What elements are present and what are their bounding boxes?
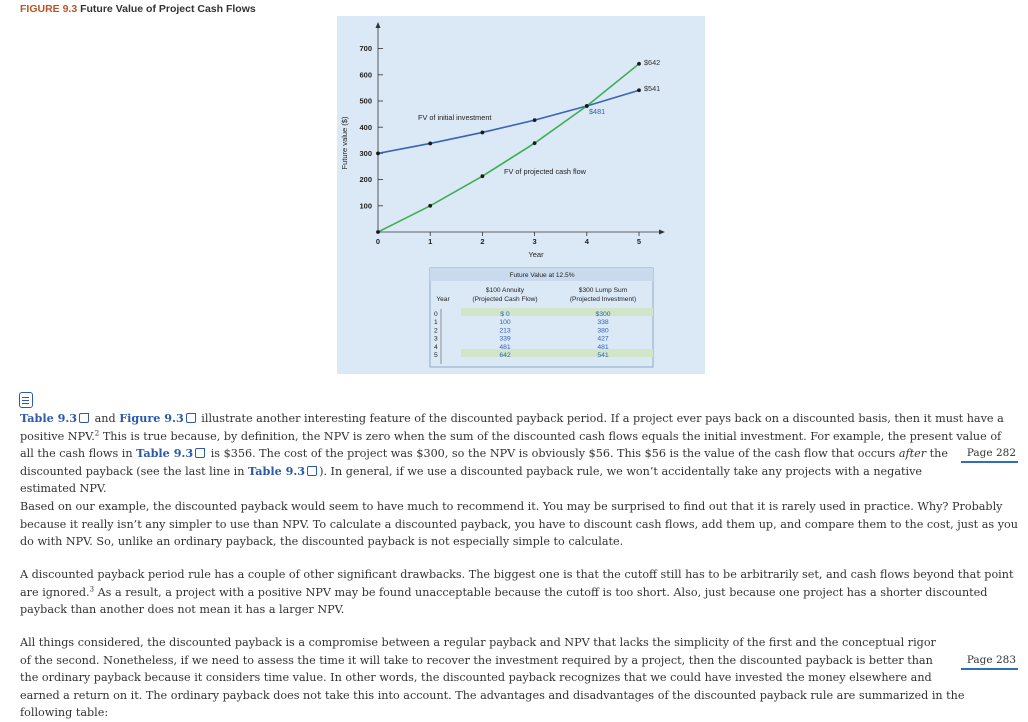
paragraph-3 [20,566,1018,619]
table-col-annuity-sub: (Projected Cash Flow) [472,296,538,303]
data-point [428,204,432,208]
table-9-3-link[interactable]: Table 9.3 [136,446,194,460]
paragraph-1 [20,410,1018,498]
chart-labels [340,58,660,259]
table-col-year: Year [436,296,450,303]
text-run: A discounted payback period rule has a couple of other significant drawbacks. The biggest one is that the cutoff still has to be arbitrarily set, and cash flows beyond that point are ignored. [20,568,1014,599]
table-col-annuity-head: $100 Annuity [485,287,525,294]
x-tick-label: 4 [584,237,589,246]
document-icon[interactable] [19,392,33,408]
table-cell-year: 3 [434,335,438,343]
table-col-lump-sub: (Projected Investment) [569,296,637,303]
footnote-2[interactable]: 2 [94,428,100,437]
data-point [481,131,485,135]
text-emphasis: after [898,447,927,460]
chart-axes [359,22,665,246]
table-title: Future Value at 12.5% [509,272,575,279]
crossover-value-label: $481 [589,107,606,116]
y-tick-label: 700 [359,44,372,54]
text-run: ). In general, if we use a discounted payback rule, we won’t accidentally take any projects with a negative estimated NPV. [20,464,923,495]
paragraph-2: Based on our example, the discounted payback would seem to have much to recommend it. You may be surprised to find out that it is rarely used in practice. Why? Probably because it really isn’t any simpler to use than NPV. To calculate a discounted payback, you have to discount cash flows, add them up, and compare them to the cost, just as you do with NPV. So, unlike an ordinary payback, the discounted payback is not especially simple to calculate. [20,500,1018,548]
text-run: and [91,412,120,425]
table-cell-year: 4 [434,343,438,351]
table-cell-lump: 380 [597,327,609,335]
table-cell-year: 2 [434,327,438,335]
external-link-icon[interactable] [79,413,89,423]
text-run: As a result, a project with a positive NPV may be found unacceptable because the cutoff is too short. Also, just because one project has a shorter discounted payback than another does not mean it has a larger NPV. [20,585,988,616]
y-axis-arrow [376,22,381,28]
data-point [428,142,432,146]
text-run: illustrate another interesting feature of the discounted payback period. If a project ever pays back on a discounted basis, then it must have a positive NPV. [20,412,1004,443]
fv-chart [337,16,705,374]
footnote-3[interactable]: 3 [89,584,95,593]
table-cell-lump: 481 [597,343,609,351]
x-tick-label: 5 [636,237,642,246]
table-cell-annuity: 100 [499,319,511,327]
x-axis-arrow [659,230,665,235]
table-cell-year: 1 [434,319,438,327]
text-run: is $356. The cost of the project was $300, so the NPV is obviously $56. This $56 is the value of the cash flow that occurs [207,447,899,460]
table-cell-lump: $300 [595,311,611,318]
y-tick-label: 300 [359,149,372,158]
table-cell-year: 5 [434,352,438,359]
x-axis-label: Year [528,250,544,259]
table-cell-annuity: 339 [499,335,511,343]
figure-caption: Future Value of Project Cash Flows [80,3,256,15]
end-value-investment-label: $541 [644,84,661,93]
text-run: This is true because, by definition, the NPV is zero when the sum of the discounted cash flows equals the initial investment. For example, the present value of all the cash flows in [20,429,1002,460]
y-tick-label: 100 [359,201,372,211]
y-tick-label: 600 [359,70,372,80]
text-run: All things considered, the discounted payback is a compromise between a regular payback and NPV that lacks the simplicity of the first and the conceptual rigor of the second. Nonetheless, if we need to assess the time it will take to recover the investment required by a project, then the discounted payback is better than the ordinary payback because it considers time value. In other words, the discounted payback recognizes that we could have invested the money elsewhere and earned a return on it. The ordinary payback does not take this into account. The advantages and disadvantages of the discounted payback rule are summarized in the following table: [20,636,965,719]
x-tick-label: 3 [532,237,537,246]
fv-investment-label: FV of initial investment [418,113,492,122]
table-band [461,349,653,357]
data-point [481,174,485,178]
table-cell-lump: 541 [597,352,609,359]
external-link-icon[interactable] [307,466,317,476]
table-cell-annuity: 642 [499,352,511,359]
x-tick-label: 1 [428,237,433,246]
y-tick-label: 500 [359,96,372,106]
figure-panel [337,16,705,374]
data-point [533,118,537,122]
table-cell-annuity: 481 [499,343,511,351]
end-value-cashflow-label: $642 [644,58,661,67]
external-link-icon[interactable] [186,413,196,423]
data-point [637,62,641,66]
page-marker-283: Page 283 [961,654,1018,670]
table-cell-lump: 338 [597,319,609,327]
data-point [376,152,380,156]
table-9-3-link[interactable]: Table 9.3 [248,463,306,478]
figure-label: FIGURE 9.3 [20,3,78,15]
data-point [376,230,380,234]
page-marker-282: Page 282 [961,447,1018,463]
fv-cashflow-label: FV of projected cash flow [504,167,586,176]
series-line-2 [378,64,639,232]
table-9-3-link[interactable]: Table 9.3 [20,411,78,425]
figure-9-3-link[interactable]: Figure 9.3 [119,411,184,425]
y-axis-label: Future value ($) [340,116,349,170]
text-run: the discounted payback (see the last line in [20,447,948,478]
data-point [637,88,641,92]
fv-table [430,268,653,367]
external-link-icon[interactable] [195,448,205,458]
table-cell-year: 0 [434,311,438,318]
figure-title [20,3,256,15]
chart-series [376,62,641,234]
table-cell-lump: 427 [597,335,609,343]
paragraph-4 [20,634,1018,722]
table-band [461,308,653,316]
x-tick-label: 0 [375,237,381,246]
data-point [533,141,537,145]
table-cell-annuity: 213 [499,327,511,335]
y-tick-label: 400 [359,122,372,132]
table-col-lump-head: $300 Lump Sum [578,287,628,294]
y-tick-label: 200 [359,175,372,185]
table-cell-annuity: $ 0 [500,311,510,318]
x-tick-label: 2 [480,237,485,246]
